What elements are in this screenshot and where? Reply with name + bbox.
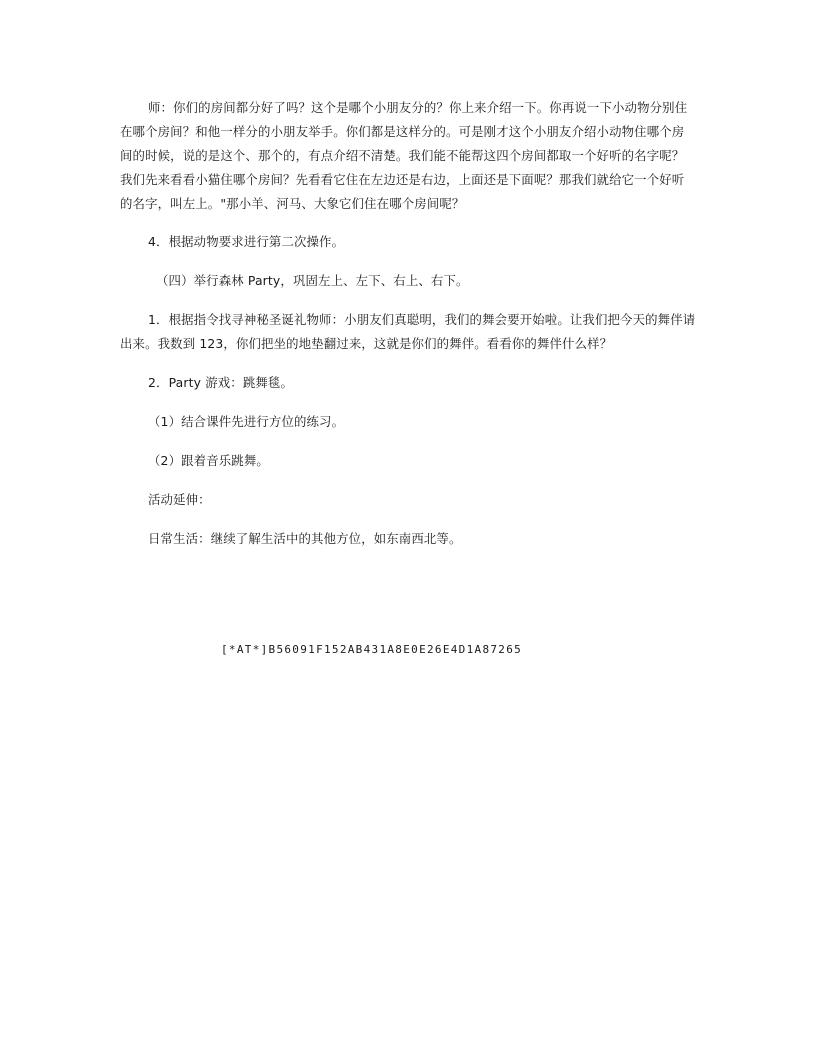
paragraph-step-1-gift: 1．根据指令找寻神秘圣诞礼物师：小朋友们真聪明，我们的舞会要开始啦。让我们把今天的舞伴请出来。我数到 123，你们把坐的地垫翻过来，这就是你们的舞伴。看看你的舞伴什么样？ [120,312,696,351]
document-body [120,96,696,566]
paragraph-activity-extension: 活动延伸： [148,492,211,507]
paragraph-step-2-party-game: 2．Party 游戏：跳舞毯。 [148,375,293,390]
document-id-code: [*AT*]B56091F152AB431A8E0E26E4D1A87265 [221,643,523,656]
paragraph-section-4-heading: （四）举行森林 Party，巩固左上、左下、右上、右下。 [156,273,469,288]
paragraph-teacher-dialogue: 师：你们的房间都分好了吗？这个是哪个小朋友分的？你上来介绍一下。你再说一下小动物分别住在哪个房间？和他一样分的小朋友举手。你们都是这样分的。可是刚才这个小朋友介绍小动物住哪个房间的时候，说的是这个、那个的，有点介绍不清楚。我们能不能帮这四个房间都取一个好听的名字呢？我们先来看看小猫住哪个房间？先看看它住在左边还是右边，上面还是下面呢？那我们就给它一个好听的名字，叫左上。"那小羊、河马、大象它们住在哪个房间呢？ [120,100,688,211]
paragraph-step-4: 4．根据动物要求进行第二次操作。 [148,234,345,249]
paragraph-daily-life: 日常生活：继续了解生活中的其他方位，如东南西北等。 [148,531,462,546]
paragraph-sub-1: （1）结合课件先进行方位的练习。 [148,414,345,429]
paragraph-sub-2: （2）跟着音乐跳舞。 [148,453,269,468]
